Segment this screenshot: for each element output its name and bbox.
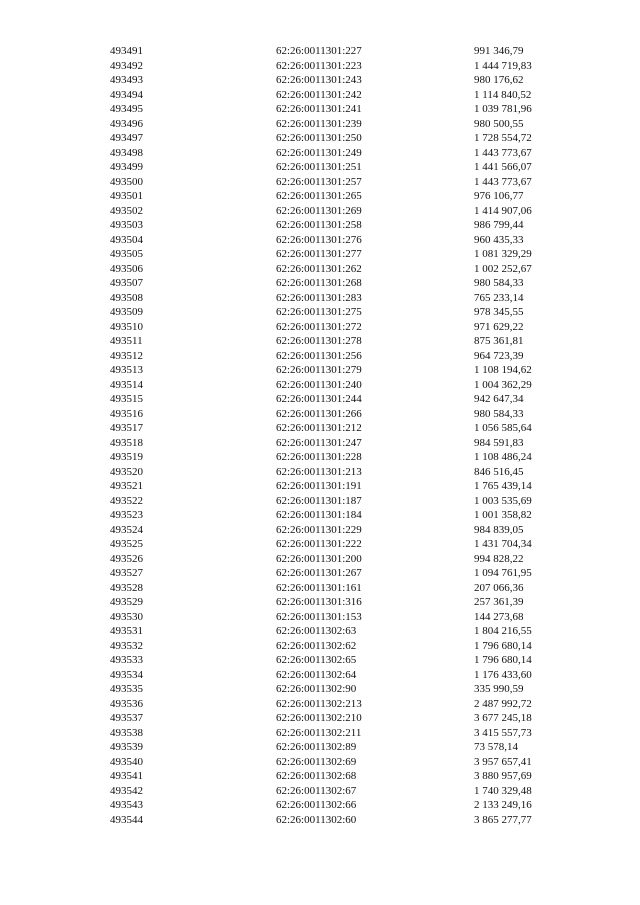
record-number-cell: 493502 (110, 204, 143, 217)
cadastral-value-cell: 1 443 773,67 (474, 146, 532, 159)
record-number-cell: 493524 (110, 523, 143, 536)
cadastral-number-cell: 62:26:0011302:210 (276, 712, 362, 724)
cadastral-value-cell: 846 516,45 (474, 465, 524, 478)
cadastral-number-cell: 62:26:0011301:153 (276, 610, 362, 623)
table-row (110, 494, 564, 509)
cadastral-value-cell: 3 865 277,77 (474, 813, 532, 826)
cadastral-value-cell: 765 233,14 (474, 291, 524, 304)
record-number-cell: 493540 (110, 755, 143, 768)
cadastral-value-cell: 3 677 245,18 (474, 712, 532, 724)
record-number-cell: 493511 (110, 335, 143, 347)
record-number-cell: 493525 (110, 538, 143, 550)
table-row (110, 59, 564, 74)
record-number-cell: 493529 (110, 596, 143, 608)
cadastral-value-cell: 980 584,33 (474, 277, 524, 289)
table-row (110, 73, 564, 88)
cadastral-number-cell: 62:26:0011301:212 (276, 422, 362, 434)
cadastral-value-cell: 1 414 907,06 (474, 204, 532, 217)
cadastral-value-cell: 971 629,22 (474, 320, 524, 333)
cadastral-number-cell: 62:26:0011301:279 (276, 364, 362, 376)
cadastral-number-cell: 62:26:0011301:249 (276, 146, 362, 159)
cadastral-number-cell: 62:26:0011301:316 (276, 596, 362, 608)
table-row (110, 465, 564, 480)
table-row (110, 204, 564, 219)
record-number-cell: 493496 (110, 117, 143, 130)
cadastral-value-cell: 980 176,62 (474, 74, 524, 86)
cadastral-number-cell: 62:26:0011302:67 (276, 784, 357, 797)
table-row (110, 523, 564, 538)
table-row (110, 189, 564, 204)
table-row (110, 610, 564, 625)
cadastral-value-cell: 960 435,33 (474, 233, 524, 246)
record-number-cell: 493519 (110, 451, 143, 463)
table-row (110, 436, 564, 451)
record-number-cell: 493520 (110, 465, 143, 478)
cadastral-value-cell: 1 804 216,55 (474, 625, 532, 637)
table-row (110, 653, 564, 668)
record-number-cell: 493506 (110, 262, 143, 275)
record-number-cell: 493527 (110, 567, 143, 579)
record-number-cell: 493522 (110, 494, 143, 507)
cadastral-number-cell: 62:26:0011301:187 (276, 494, 362, 507)
cadastral-value-cell: 1 094 761,95 (474, 567, 532, 579)
cadastral-number-cell: 62:26:0011301:241 (276, 103, 362, 115)
table-row (110, 726, 564, 741)
table-row (110, 450, 564, 465)
cadastral-number-cell: 62:26:0011301:262 (276, 262, 362, 275)
cadastral-number-cell: 62:26:0011301:283 (276, 291, 362, 304)
cadastral-value-cell: 978 345,55 (474, 306, 524, 318)
record-number-cell: 493535 (110, 683, 143, 695)
cadastral-number-cell: 62:26:0011301:250 (276, 132, 362, 144)
record-number-cell: 493497 (110, 132, 143, 144)
cadastral-value-cell: 976 106,77 (474, 190, 524, 202)
record-number-cell: 493523 (110, 509, 143, 521)
cadastral-value-cell: 1 081 329,29 (474, 248, 532, 260)
cadastral-value-cell: 1 765 439,14 (474, 480, 532, 492)
table-row (110, 813, 564, 828)
cadastral-value-cell: 1 796 680,14 (474, 639, 532, 652)
table-row (110, 682, 564, 697)
record-number-cell: 493541 (110, 770, 143, 782)
table-row (110, 740, 564, 755)
table-row (110, 320, 564, 335)
cadastral-value-cell: 1 728 554,72 (474, 132, 532, 144)
table-row (110, 407, 564, 422)
table-row (110, 117, 564, 132)
table-row (110, 146, 564, 161)
cadastral-number-cell: 62:26:0011301:222 (276, 538, 362, 550)
cadastral-number-cell: 62:26:0011302:69 (276, 755, 357, 768)
record-number-cell: 493528 (110, 581, 143, 594)
cadastral-number-cell: 62:26:0011301:276 (276, 233, 362, 246)
table-row (110, 784, 564, 799)
cadastral-number-cell: 62:26:0011301:242 (276, 88, 362, 101)
cadastral-number-cell: 62:26:0011301:200 (276, 552, 362, 565)
table-row (110, 624, 564, 639)
cadastral-number-cell: 62:26:0011301:277 (276, 248, 362, 260)
table-row (110, 88, 564, 103)
table-row (110, 160, 564, 175)
record-number-cell: 493492 (110, 59, 143, 72)
table-row (110, 552, 564, 567)
table-row (110, 755, 564, 770)
table-row (110, 276, 564, 291)
cadastral-number-cell: 62:26:0011301:265 (276, 190, 362, 202)
table-row (110, 392, 564, 407)
cadastral-value-cell: 335 990,59 (474, 683, 524, 695)
cadastral-number-cell: 62:26:0011302:68 (276, 770, 357, 782)
record-number-cell: 493512 (110, 349, 143, 362)
cadastral-value-cell: 1 443 773,67 (474, 175, 532, 188)
table-row (110, 363, 564, 378)
cadastral-number-cell: 62:26:0011302:65 (276, 654, 357, 666)
table-row (110, 508, 564, 523)
table-row (110, 566, 564, 581)
record-number-cell: 493495 (110, 103, 143, 115)
cadastral-number-cell: 62:26:0011302:64 (276, 668, 357, 681)
table-row (110, 798, 564, 813)
cadastral-number-cell: 62:26:0011301:244 (276, 393, 362, 405)
cadastral-value-cell: 1 444 719,83 (474, 59, 532, 72)
record-number-cell: 493543 (110, 799, 143, 811)
table-row (110, 262, 564, 277)
cadastral-value-cell: 1 441 566,07 (474, 161, 532, 173)
record-number-cell: 493514 (110, 378, 143, 391)
cadastral-value-cell: 1 004 362,29 (474, 378, 532, 391)
table-row (110, 697, 564, 712)
cadastral-number-cell: 62:26:0011301:266 (276, 407, 362, 420)
records-table-body (110, 44, 564, 827)
cadastral-value-cell: 257 361,39 (474, 596, 524, 608)
table-row (110, 349, 564, 364)
cadastral-value-cell: 1 796 680,14 (474, 654, 532, 666)
cadastral-number-cell: 62:26:0011301:247 (276, 436, 362, 449)
cadastral-number-cell: 62:26:0011302:66 (276, 799, 357, 811)
record-number-cell: 493537 (110, 712, 143, 724)
cadastral-value-cell: 1 001 358,82 (474, 509, 532, 521)
cadastral-value-cell: 1 176 433,60 (474, 668, 532, 681)
cadastral-number-cell: 62:26:0011302:213 (276, 697, 362, 710)
table-row (110, 334, 564, 349)
record-number-cell: 493515 (110, 393, 143, 405)
cadastral-value-cell: 3 957 657,41 (474, 755, 532, 768)
cadastral-number-cell: 62:26:0011301:223 (276, 59, 362, 72)
record-number-cell: 493499 (110, 161, 143, 173)
record-number-cell: 493534 (110, 668, 143, 681)
record-number-cell: 493533 (110, 654, 143, 666)
cadastral-number-cell: 62:26:0011301:269 (276, 204, 362, 217)
cadastral-value-cell: 875 361,81 (474, 335, 524, 347)
cadastral-value-cell: 991 346,79 (474, 45, 524, 57)
cadastral-value-cell: 3 880 957,69 (474, 770, 532, 782)
cadastral-value-cell: 144 273,68 (474, 610, 524, 623)
table-row (110, 537, 564, 552)
cadastral-number-cell: 62:26:0011301:275 (276, 306, 362, 318)
cadastral-value-cell: 73 578,14 (474, 741, 518, 753)
cadastral-number-cell: 62:26:0011301:278 (276, 335, 362, 347)
record-number-cell: 493530 (110, 610, 143, 623)
table-row (110, 247, 564, 262)
cadastral-value-cell: 984 839,05 (474, 523, 524, 536)
cadastral-number-cell: 62:26:0011302:63 (276, 625, 357, 637)
cadastral-value-cell: 942 647,34 (474, 393, 524, 405)
cadastral-number-cell: 62:26:0011301:243 (276, 74, 362, 86)
cadastral-value-cell: 207 066,36 (474, 581, 524, 594)
cadastral-value-cell: 2 133 249,16 (474, 799, 532, 811)
record-number-cell: 493493 (110, 74, 143, 86)
table-row (110, 378, 564, 393)
cadastral-number-cell: 62:26:0011302:62 (276, 639, 357, 652)
cadastral-value-cell: 984 591,83 (474, 436, 524, 449)
table-row (110, 595, 564, 610)
cadastral-number-cell: 62:26:0011301:268 (276, 277, 362, 289)
record-number-cell: 493513 (110, 364, 143, 376)
table-row (110, 581, 564, 596)
table-row (110, 479, 564, 494)
cadastral-number-cell: 62:26:0011301:267 (276, 567, 362, 579)
cadastral-value-cell: 1 039 781,96 (474, 103, 532, 115)
cadastral-value-cell: 980 584,33 (474, 407, 524, 420)
cadastral-value-cell: 3 415 557,73 (474, 726, 532, 739)
cadastral-number-cell: 62:26:0011301:239 (276, 117, 362, 130)
cadastral-number-cell: 62:26:0011301:258 (276, 219, 362, 231)
record-number-cell: 493521 (110, 480, 143, 492)
cadastral-number-cell: 62:26:0011301:191 (276, 480, 362, 492)
cadastral-number-cell: 62:26:0011301:213 (276, 465, 362, 478)
record-number-cell: 493538 (110, 726, 143, 739)
table-row (110, 291, 564, 306)
cadastral-value-cell: 2 487 992,72 (474, 697, 532, 710)
table-row (110, 711, 564, 726)
cadastral-value-cell: 1 740 329,48 (474, 784, 532, 797)
table-row (110, 421, 564, 436)
record-number-cell: 493491 (110, 45, 143, 57)
cadastral-number-cell: 62:26:0011301:272 (276, 320, 362, 333)
record-number-cell: 493510 (110, 320, 143, 333)
record-number-cell: 493494 (110, 88, 143, 101)
table-row (110, 102, 564, 117)
cadastral-value-cell: 1 002 252,67 (474, 262, 532, 275)
table-row (110, 668, 564, 683)
cadastral-value-cell: 1 108 194,62 (474, 364, 532, 376)
record-number-cell: 493542 (110, 784, 143, 797)
cadastral-number-cell: 62:26:0011301:184 (276, 509, 362, 521)
cadastral-value-cell: 994 828,22 (474, 552, 524, 565)
record-number-cell: 493526 (110, 552, 143, 565)
record-number-cell: 493544 (110, 813, 143, 826)
cadastral-number-cell: 62:26:0011301:229 (276, 523, 362, 536)
table-row (110, 131, 564, 146)
record-number-cell: 493500 (110, 175, 143, 188)
cadastral-number-cell: 62:26:0011301:228 (276, 451, 362, 463)
cadastral-number-cell: 62:26:0011301:251 (276, 161, 362, 173)
record-number-cell: 493536 (110, 697, 143, 710)
cadastral-value-cell: 980 500,55 (474, 117, 524, 130)
cadastral-number-cell: 62:26:0011302:90 (276, 683, 357, 695)
record-number-cell: 493539 (110, 741, 143, 753)
table-row (110, 218, 564, 233)
record-number-cell: 493518 (110, 436, 143, 449)
cadastral-number-cell: 62:26:0011301:240 (276, 378, 362, 391)
cadastral-value-cell: 986 799,44 (474, 219, 524, 231)
table-row (110, 769, 564, 784)
record-number-cell: 493505 (110, 248, 143, 260)
table-row (110, 305, 564, 320)
table-row (110, 44, 564, 59)
cadastral-number-cell: 62:26:0011301:256 (276, 349, 362, 362)
cadastral-value-cell: 964 723,39 (474, 349, 524, 362)
cadastral-value-cell: 1 108 486,24 (474, 451, 532, 463)
cadastral-value-cell: 1 056 585,64 (474, 422, 532, 434)
table-row (110, 175, 564, 190)
record-number-cell: 493531 (110, 625, 143, 637)
record-number-cell: 493517 (110, 422, 143, 434)
cadastral-number-cell: 62:26:0011301:161 (276, 581, 362, 594)
cadastral-number-cell: 62:26:0011302:211 (276, 726, 362, 739)
cadastral-number-cell: 62:26:0011302:89 (276, 741, 357, 753)
cadastral-value-cell: 1 003 535,69 (474, 494, 532, 507)
cadastral-number-cell: 62:26:0011301:257 (276, 175, 362, 188)
record-number-cell: 493503 (110, 219, 143, 231)
records-table (110, 44, 564, 827)
record-number-cell: 493498 (110, 146, 143, 159)
cadastral-number-cell: 62:26:0011301:227 (276, 45, 362, 57)
cadastral-value-cell: 1 114 840,52 (474, 88, 532, 101)
table-row (110, 639, 564, 654)
record-number-cell: 493504 (110, 233, 143, 246)
table-row (110, 233, 564, 248)
record-number-cell: 493501 (110, 190, 143, 202)
record-number-cell: 493509 (110, 306, 143, 318)
record-number-cell: 493508 (110, 291, 143, 304)
cadastral-value-cell: 1 431 704,34 (474, 538, 532, 550)
cadastral-number-cell: 62:26:0011302:60 (276, 813, 357, 826)
record-number-cell: 493532 (110, 639, 143, 652)
record-number-cell: 493507 (110, 277, 143, 289)
record-number-cell: 493516 (110, 407, 143, 420)
